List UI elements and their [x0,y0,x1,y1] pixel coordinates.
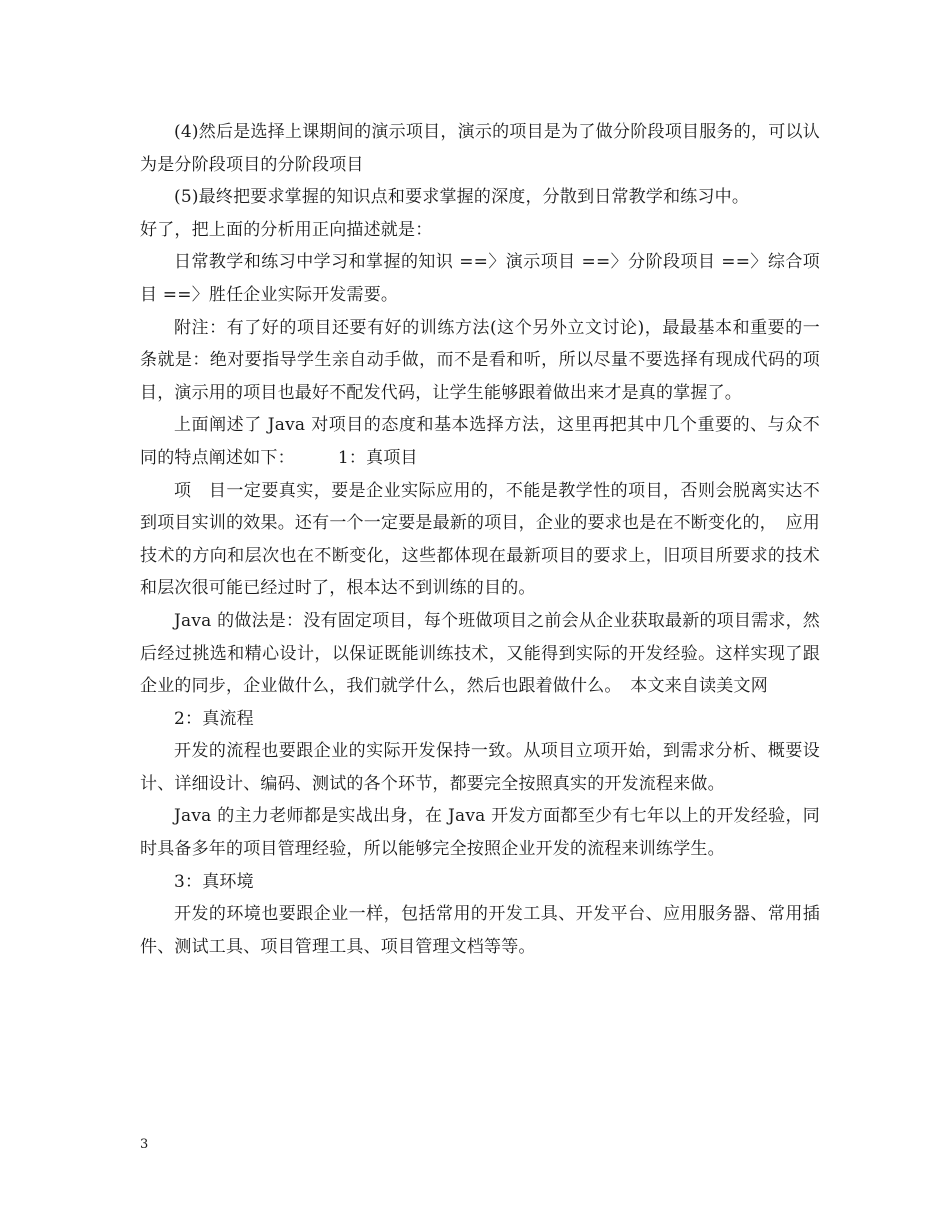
paragraph-features-intro: 上面阐述了 Java 对项目的态度和基本选择方法，这里再把其中几个重要的、与众不同的特点阐述如下： 1：真项目 [140,415,820,468]
heading-real-process: 2：真流程 [174,708,254,729]
paragraph-step-5: (5)最终把要求掌握的知识点和要求掌握的深度，分散到日常教学和练习中。 [174,187,750,208]
document-body [140,116,820,963]
paragraph-real-process: 开发的流程也要跟企业的实际开发保持一致。从项目立项开始，到需求分析、概要设计、详细设计、编码、测试的各个环节，都要完全按照真实的开发流程来做。 [140,741,820,794]
paragraph-real-environment: 开发的环境也要跟企业一样，包括常用的开发工具、开发平台、应用服务器、常用插件、测试工具、项目管理工具、项目管理文档等等。 [140,904,820,957]
paragraph-real-project: 项 目一定要真实，要是企业实际应用的，不能是教学性的项目，否则会脱离实达不到项目实训的效果。还有一个一定要是最新的项目，企业的要求也是在不断变化的， 应用技术的方向和层次也在不断变化，这些都体现在最新项目的要求上，旧项目所要求的技术和层次很可能已经过时了，根本达不到训练的目的。 [140,480,820,599]
paragraph-note: 附注：有了好的项目还要有好的训练方法(这个另外立文讨论)，最最基本和重要的一条就是：绝对要指导学生亲自动手做，而不是看和听，所以尽量不要选择有现成代码的项目，演示用的项目也最好不配发代码，让学生能够跟着做出来才是真的掌握了。 [140,317,820,403]
paragraph-step-4: (4)然后是选择上课期间的演示项目，演示的项目是为了做分阶段项目服务的，可以认为是分阶段项目的分阶段项目 [140,122,820,175]
heading-real-environment: 3：真环境 [174,871,254,892]
paragraph-summary-intro: 好了，把上面的分析用正向描述就是： [140,219,433,240]
page-number: 3 [140,1137,149,1152]
paragraph-java-approach: Java 的做法是：没有固定项目，每个班做项目之前会从企业获取最新的项目需求，然后经过挑选和精心设计，以保证既能训练技术，又能得到实际的开发经验。这样实现了跟企业的同步，企业做什么，我们就学什么，然后也跟着做什么。 本文来自读美文网 [140,610,820,697]
paragraph-flow-description: 日常教学和练习中学习和掌握的知识 ==〉演示项目 ==〉分阶段项目 ==〉综合项目 ==〉胜任企业实际开发需要。 [140,252,820,305]
paragraph-java-teachers: Java 的主力老师都是实战出身，在 Java 开发方面都至少有七年以上的开发经验，同时具备多年的项目管理经验，所以能够完全按照企业开发的流程来训练学生。 [140,806,820,860]
